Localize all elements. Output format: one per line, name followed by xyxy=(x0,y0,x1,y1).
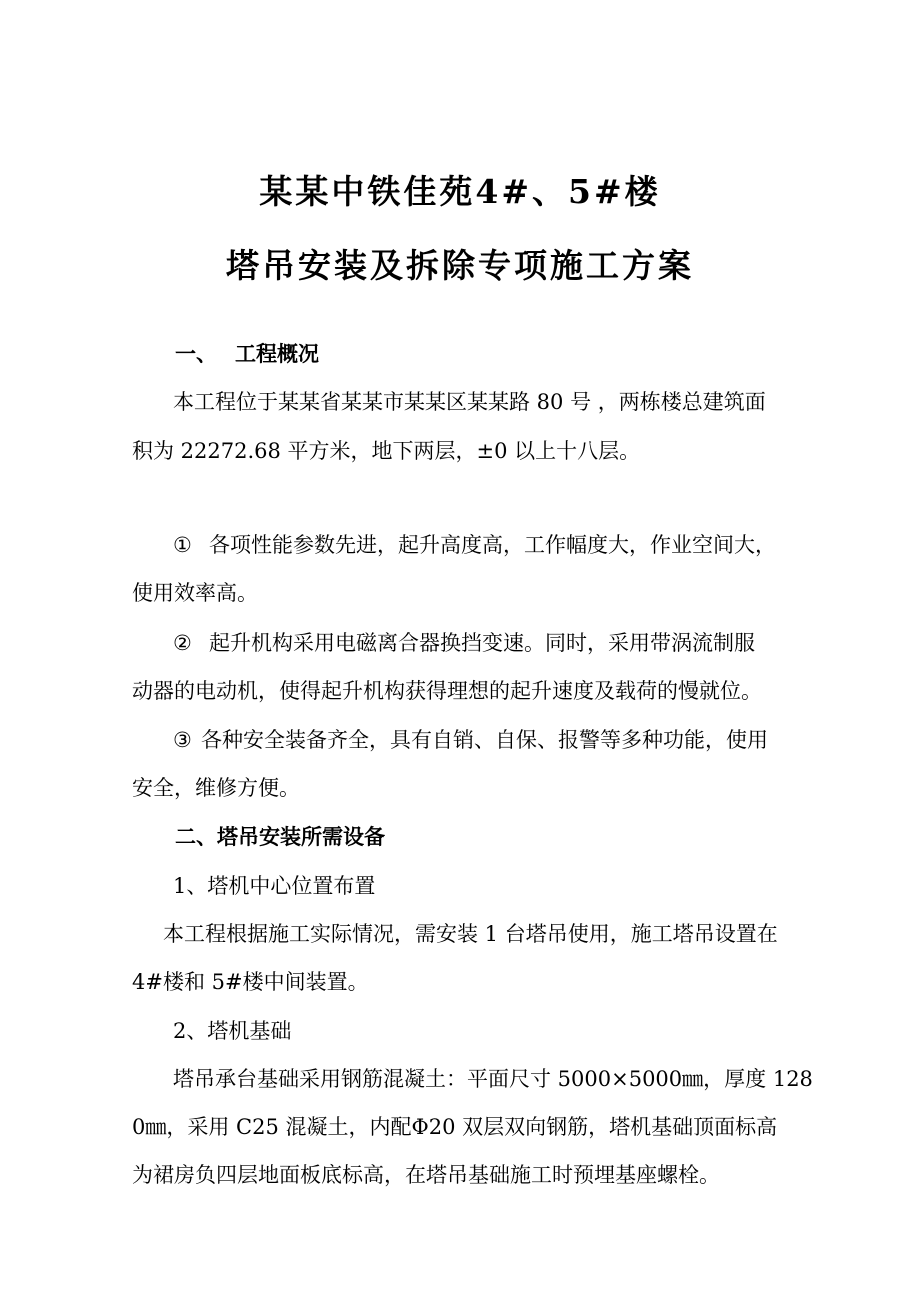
section1-heading-text: 工程概况 xyxy=(235,342,319,366)
feature-item-3-marker: ③ xyxy=(173,728,192,752)
feature-item-1-line1 xyxy=(173,530,776,560)
feature-item-2-text: 起升机构采用电磁离合器换挡变速。同时，采用带涡流制服 xyxy=(209,631,755,655)
feature-item-1-marker: ① xyxy=(173,533,192,557)
section1-heading xyxy=(175,339,319,369)
feature-item-3-line2: 安全，维修方便。 xyxy=(132,776,300,800)
subsection-1-title: 1、塔机中心位置布置 xyxy=(173,874,376,898)
document-title-line1: 某某中铁佳苑4#、5#楼 xyxy=(259,172,661,211)
feature-item-2-line1 xyxy=(173,628,755,658)
subsection-2-line1: 塔吊承台基础采用钢筋混凝土：平面尺寸 5000×5000㎜，厚度 128 xyxy=(173,1067,813,1091)
feature-item-2-line2: 动器的电动机，使得起升机构获得理想的起升速度及载荷的慢就位。 xyxy=(132,679,762,703)
subsection-1-line1: 本工程根据施工实际情况，需安装 1 台塔吊使用，施工塔吊设置在 xyxy=(163,922,778,946)
subsection-2-line3: 为裙房负四层地面板底标高，在塔吊基础施工时预埋基座螺栓。 xyxy=(132,1163,720,1187)
subsection-2-title: 2、塔机基础 xyxy=(173,1019,292,1043)
subsection-1-line2: 4#楼和 5#楼中间装置。 xyxy=(132,970,369,994)
feature-item-2-marker: ② xyxy=(173,631,192,655)
subsection-2-line2: 0㎜，采用 C25 混凝土，内配Φ20 双层双向钢筋，塔机基础顶面标高 xyxy=(132,1115,778,1139)
section1-heading-number: 一、 xyxy=(175,342,217,366)
section2-heading: 二、塔吊安装所需设备 xyxy=(175,825,385,849)
feature-item-1-text: 各项性能参数先进，起升高度高，工作幅度大，作业空间大， xyxy=(209,533,776,557)
section1-paragraph-line2: 积为 22272.68 平方米，地下两层，±0 以上十八层。 xyxy=(132,439,641,463)
feature-item-3-text: 各种安全装备齐全，具有自销、自保、报警等多种功能，使用 xyxy=(201,728,768,752)
document-title-line2: 塔吊安装及拆除专项施工方案 xyxy=(226,246,694,285)
section1-paragraph-line1: 本工程位于某某省某某市某某区某某路 80 号 ，两栋楼总建筑面 xyxy=(173,390,766,414)
feature-item-1-line2: 使用效率高。 xyxy=(132,581,258,605)
feature-item-3-line1 xyxy=(173,725,768,755)
